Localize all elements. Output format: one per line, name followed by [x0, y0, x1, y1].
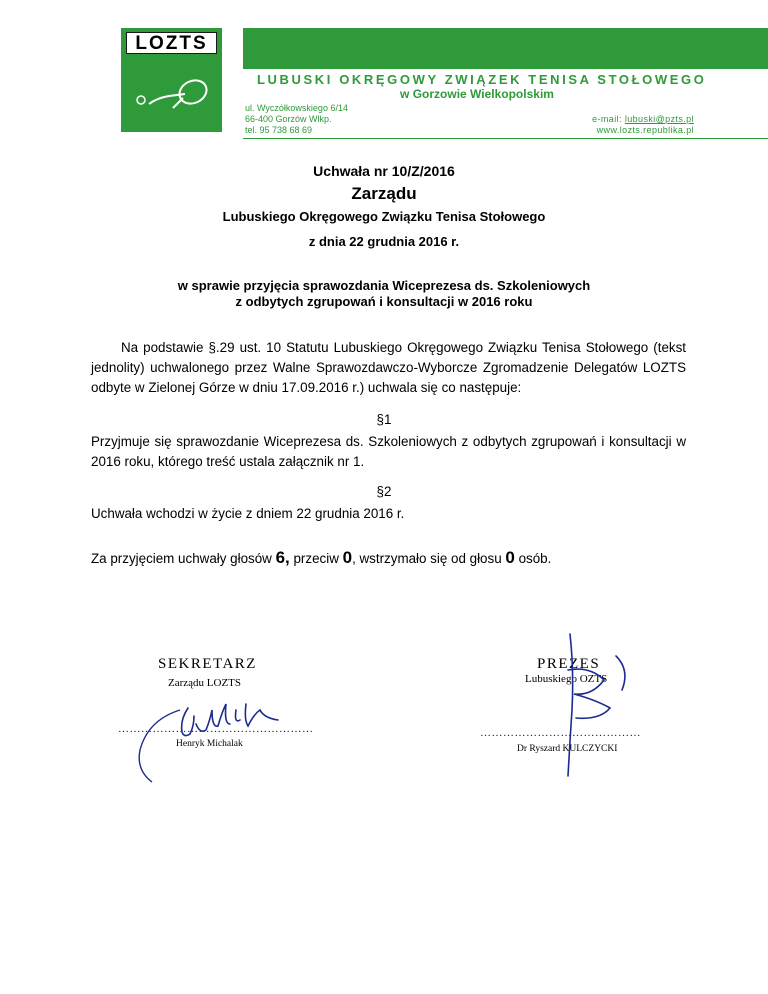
- address-street: ul. Wyczółkowskiego 6/14: [245, 103, 348, 113]
- votes-abstain: 0: [505, 548, 515, 567]
- lozts-logo: [121, 28, 222, 132]
- subject-line-1: w sprawie przyjęcia sprawozdania Wiceprezesa ds. Szkoleniowych: [177, 278, 591, 293]
- table-tennis-paddle-icon: [127, 58, 217, 128]
- secretary-signature-scribble: [128, 690, 298, 790]
- president-title: PREZES: [537, 656, 601, 672]
- president-name: Dr Ryszard KULCZYCKI: [517, 744, 618, 754]
- contact-email: [592, 114, 694, 124]
- issuing-body: Zarządu: [351, 184, 417, 203]
- secretary-subtitle: Zarządu LOZTS: [168, 677, 241, 689]
- address-city: 66-400 Gorzów Wlkp.: [245, 114, 332, 124]
- logo-text: LOZTS: [126, 32, 217, 54]
- votes-for: 6,: [275, 548, 290, 567]
- contact-website[interactable]: www.lozts.republika.pl: [596, 125, 694, 135]
- header-divider: [243, 138, 768, 139]
- president-signature-line: ……………………………………: [480, 727, 641, 739]
- preamble-paragraph: Na podstawie §.29 ust. 10 Statutu Lubuskiego Okręgowego Związku Tenisa Stołowego (tekst jednolity) uchwalonego przez Walne Sprawozdawczo-Wyborcze Zgromadzenie Delegatów LOZTS odbyte w Zielonej Górze w dniu 17.09.2016 r.) uchwala się co następuje:: [91, 340, 686, 395]
- secretary-title: SEKRETARZ: [158, 656, 257, 672]
- header-green-bar: [243, 28, 768, 69]
- section-2-mark: §2: [376, 484, 392, 499]
- section-1-text: Przyjmuje się sprawozdanie Wiceprezesa ds. Szkoleniowych z odbytych zgrupowań i konsultacji w 2016 roku, którego treść ustala załącznik nr 1.: [91, 434, 686, 469]
- organization-full-name: Lubuskiego Okręgowego Związku Tenisa Stołowego: [222, 209, 546, 224]
- president-subtitle: Lubuskiego OZTS: [525, 673, 608, 685]
- resolution-date: z dnia 22 grudnia 2016 r.: [308, 234, 460, 249]
- organization-city: w Gorzowie Wielkopolskim: [400, 87, 554, 101]
- president-signature-scribble: [530, 630, 650, 780]
- secretary-name: Henryk Michalak: [176, 739, 243, 749]
- organization-name: LUBUSKI OKRĘGOWY ZWIĄZEK TENISA STOŁOWEGO: [257, 72, 707, 87]
- vote-tally: Za przyjęciem uchwały głosów 6, przeciw 0, wstrzymało się od głosu 0 osób.: [91, 548, 552, 567]
- section-1-mark: §1: [376, 412, 392, 427]
- email-label: e-mail:: [592, 114, 625, 124]
- subject-line-2: z odbytych zgrupowań i konsultacji w 2016 roku: [235, 294, 533, 309]
- votes-against: 0: [342, 548, 353, 567]
- address-phone: tel. 95 738 68 69: [245, 125, 313, 135]
- secretary-signature-line: ……………………………………………: [118, 723, 314, 735]
- email-link[interactable]: lubuski@pzts.pl: [624, 114, 694, 124]
- section-2-text: Uchwała wchodzi w życie z dniem 22 grudnia 2016 r.: [91, 506, 405, 521]
- resolution-number: Uchwała nr 10/Z/2016: [313, 163, 455, 179]
